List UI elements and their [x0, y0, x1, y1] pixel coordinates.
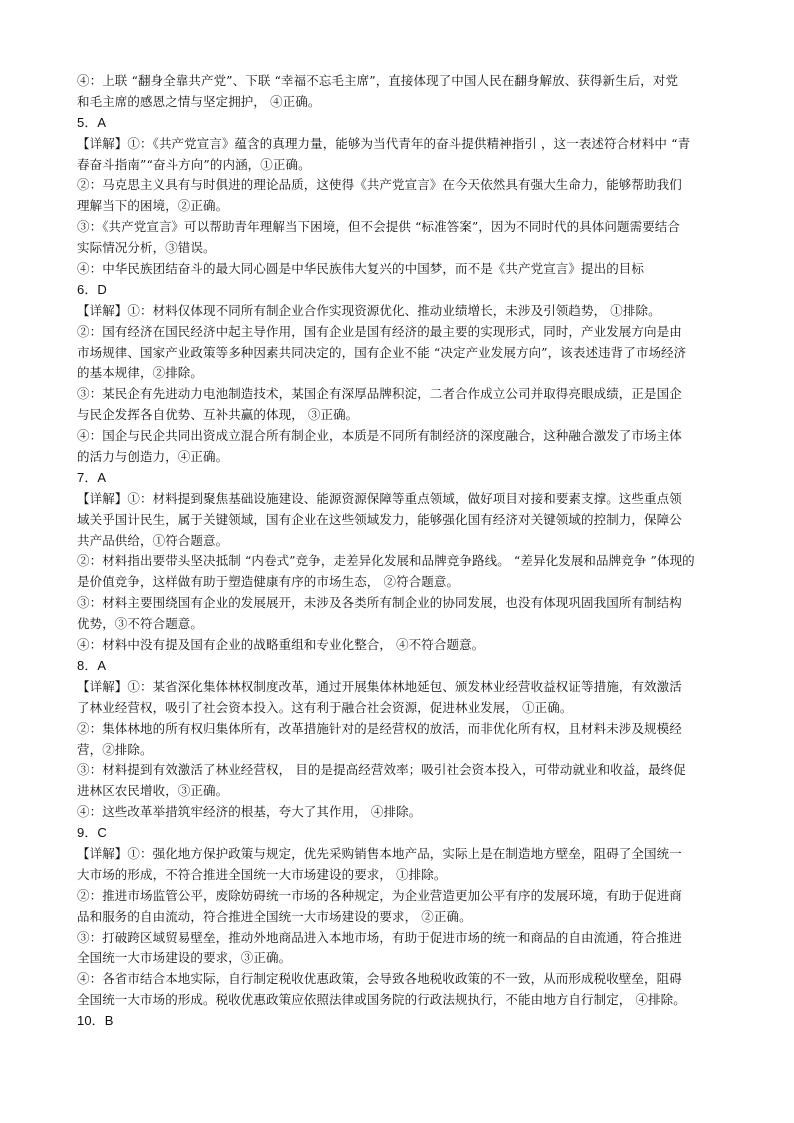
question-answer-heading: 5．A	[77, 114, 107, 130]
text-line: 进林区农民增收，③正确。	[77, 783, 229, 799]
text-line: ②：马克思主义具有与时俱进的理论品质，这使得《共产党宣言》在今天依然具有强大生命力，能够帮助我们	[77, 177, 682, 193]
text-line: 营，②排除。	[77, 741, 153, 757]
text-line: ③：某民企有先进动力电池制造技术，某国企有深厚品牌积淀，二者合作成立公司并取得亮眼成绩，正是国企	[77, 386, 682, 402]
text-line: ③：《共产党宣言》可以帮助青年理解当下困境，但不会提供 “标准答案”，因为不同时代的具体问题需要结合	[77, 219, 681, 235]
text-line: ④：各省市结合本地实际，自行制定税收优惠政策，会导致各地税收政策的不一致，从而形成税收壁垒，阻碍	[77, 971, 682, 987]
text-line: 和毛主席的感恩之情与坚定拥护， ④正确。	[77, 93, 321, 109]
text-line: 全国统一大市场建设的要求，③正确。	[77, 950, 292, 966]
text-line: ④：上联 “翻身全靠共产党”、下联 “幸福不忘毛主席”，直接体现了中国人民在翻身解放、获得新生后，对党	[77, 73, 679, 88]
text-line: 与民企发挥各自优势、互补共赢的体现， ③正确。	[77, 407, 359, 423]
text-line: 的活力与创造力，④正确。	[77, 449, 229, 465]
question-answer-heading: 7．A	[77, 469, 107, 485]
question-answer-heading: 9．C	[77, 825, 107, 841]
text-line: 是价值竞争，这样做有助于塑造健康有序的市场生态， ②符合题意。	[77, 574, 460, 590]
text-line: ②：推进市场监管公平，废除妨碍统一市场的各种规定，为企业营造更加公平有序的发展环境，有助于促进商	[77, 887, 682, 903]
text-line: 实际情况分析，③错误。	[77, 240, 216, 256]
text-line: ③：材料主要围绕国有企业的发展展开，未涉及各类所有制企业的协同发展，也没有体现巩固我国所有制结构	[77, 595, 682, 611]
text-line: ②：国有经济在国民经济中起主导作用，国有企业是国有经济的最主要的实现形式，同时，产业发展方向是由	[77, 323, 682, 339]
text-line: 理解当下的困境，②正确。	[77, 198, 229, 214]
text-line: 市场规律、国家产业政策等多种因素共同决定的，国有企业不能 “决定产业发展方向”，该表述违背了市场经济	[77, 344, 687, 360]
question-answer-heading: 8．A	[77, 657, 107, 673]
text-line: ④：材料中没有提及国有企业的战略重组和专业化整合， ④不符合题意。	[77, 637, 485, 653]
text-line: 【详解】①：材料提到聚焦基础设施建设、能源资源保障等重点领域，做好项目对接和要素支撑。这些重点领	[77, 490, 682, 506]
text-line: 全国统一大市场的形成。税收优惠政策应依照法律或国务院的行政法规执行，不能由地方自行制定， ④排除。	[77, 992, 686, 1008]
text-line: 【详解】①：《共产党宣言》蕴含的真理力量，能够为当代青年的奋斗提供精神指引 ，这一表述符合材料中 “青	[77, 135, 691, 151]
text-line: ④：中华民族团结奋斗的最大同心圆是中华民族伟大复兴的中国梦，而不是《共产党宣言》提出的目标	[77, 261, 645, 277]
text-line: 的基本规律，②排除。	[77, 365, 204, 381]
text-line: 【详解】①：某省深化集体林权制度改革，通过开展集体林地延包、颁发林业经营收益权证等措施，有效激活	[77, 678, 682, 694]
text-line: 品和服务的自由流动，符合推进全国统一大市场建设的要求， ②正确。	[77, 908, 472, 924]
text-line: ②：材料指出要带头坚决抵制 “内卷式”竞争，走差异化发展和品牌竞争路线。 “差异化发展和品牌竞争 ”体现的	[77, 553, 695, 569]
text-line: ④：这些改革举措筑牢经济的根基，夸大了其作用， ④排除。	[77, 804, 422, 820]
text-line: 优势，③不符合题意。	[77, 616, 204, 632]
text-line: 共产品供给，①符合题意。	[77, 532, 229, 548]
text-line: ②：集体林地的所有权归集体所有，改革措施针对的是经营权的放活，而非优化所有权，且材料未涉及规模经	[77, 720, 682, 736]
text-line: 【详解】①：强化地方保护政策与规定，优先采购销售本地产品，实际上是在制造地方壁垒，阻碍了全国统一	[77, 845, 682, 861]
question-answer-heading: 6．D	[77, 281, 107, 297]
answer-explanation-page	[77, 71, 717, 1032]
text-line: ③：打破跨区域贸易壁垒，推动外地商品进入本地市场，有助于促进市场的统一和商品的自由流通，符合推进	[77, 929, 682, 945]
text-line: 春奋斗指南”“奋斗方向”的内涵，①正确。	[77, 156, 311, 172]
question-answer-heading: 10．B	[77, 1013, 114, 1029]
text-line: 域关乎国计民生，属于关键领域，国有企业在这些领域发力，能够强化国有经济对关键领域的控制力，保障公	[77, 511, 682, 527]
text-line: 大市场的形成，不符合推进全国统一大市场建设的要求， ①排除。	[77, 866, 447, 882]
text-line: ③：材料提到有效激活了林业经营权， 目的是提高经营效率；吸引社会资本投入，可带动就业和收益，最终促	[77, 762, 686, 778]
text-line: 了林业经营权，吸引了社会资本投入。这有利于融合社会资源，促进林业发展， ①正确。	[77, 699, 573, 715]
text-line: 【详解】①：材料仅体现不同所有制企业合作实现资源优化、推动业绩增长，未涉及引领趋势， ①排除。	[77, 302, 661, 318]
text-line: ④：国企与民企共同出资成立混合所有制企业，本质是不同所有制经济的深度融合，这种融合激发了市场主体	[77, 428, 682, 444]
